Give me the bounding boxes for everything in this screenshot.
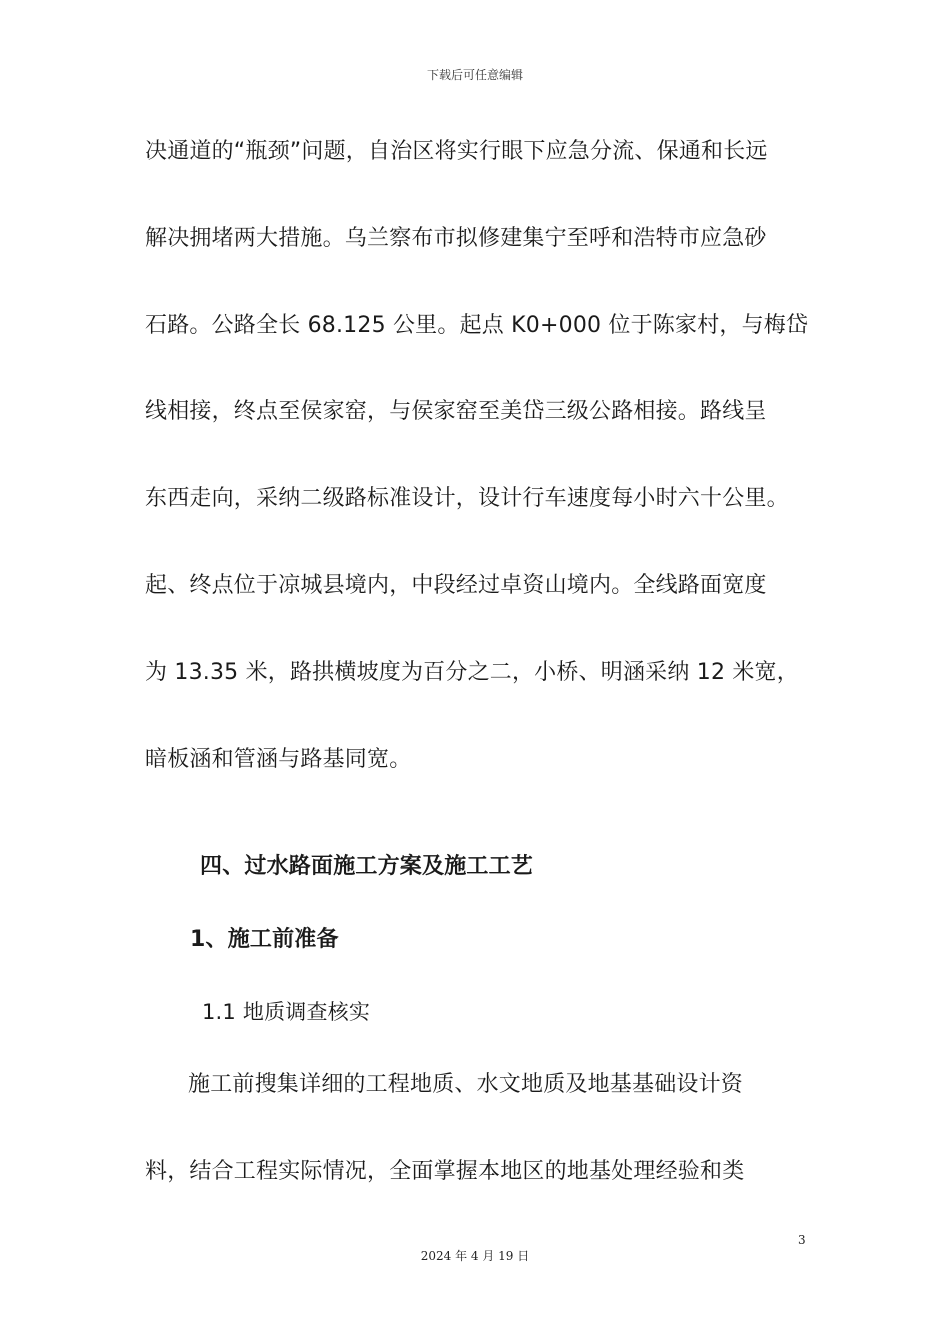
footer-date: 2024 年 4 月 19 日 — [420, 1249, 530, 1263]
subheading: 1、施工前准备 — [190, 927, 339, 952]
page-number: 3 — [798, 1233, 806, 1247]
body-line-7: 为 13.35 米，路拱横坡度为百分之二，小桥、明涵采纳 12 米宽， — [145, 660, 799, 685]
body-line-2: 解决拥堵两大措施。乌兰察布市拟修建集宁至呼和浩特市应急砂 — [145, 226, 767, 251]
section-heading: 四、过水路面施工方案及施工工艺 — [200, 854, 534, 879]
body-line-4: 线相接，终点至侯家窑，与侯家窑至美岱三级公路相接。路线呈 — [145, 399, 767, 424]
body-line-3: 石路。公路全长 68.125 公里。起点 K0+000 位于陈家村，与梅岱 — [145, 313, 809, 338]
body-line-8: 暗板涵和管涵与路基同宽。 — [145, 747, 412, 772]
body-line-5: 东西走向，采纳二级路标准设计，设计行车速度每小时六十公里。 — [145, 486, 789, 511]
paragraph-line-2: 料，结合工程实际情况，全面掌握本地区的地基处理经验和类 — [145, 1159, 745, 1184]
subsubheading: 1.1 地质调查核实 — [202, 1000, 371, 1024]
body-line-1: 决通道的“瓶颈”问题，自治区将实行眼下应急分流、保通和长远 — [145, 139, 768, 164]
header-note: 下载后可任意编辑 — [426, 68, 523, 82]
paragraph-line-1: 施工前搜集详细的工程地质、水文地质及地基基础设计资 — [188, 1072, 744, 1097]
body-line-6: 起、终点位于凉城县境内，中段经过卓资山境内。全线路面宽度 — [145, 573, 767, 598]
